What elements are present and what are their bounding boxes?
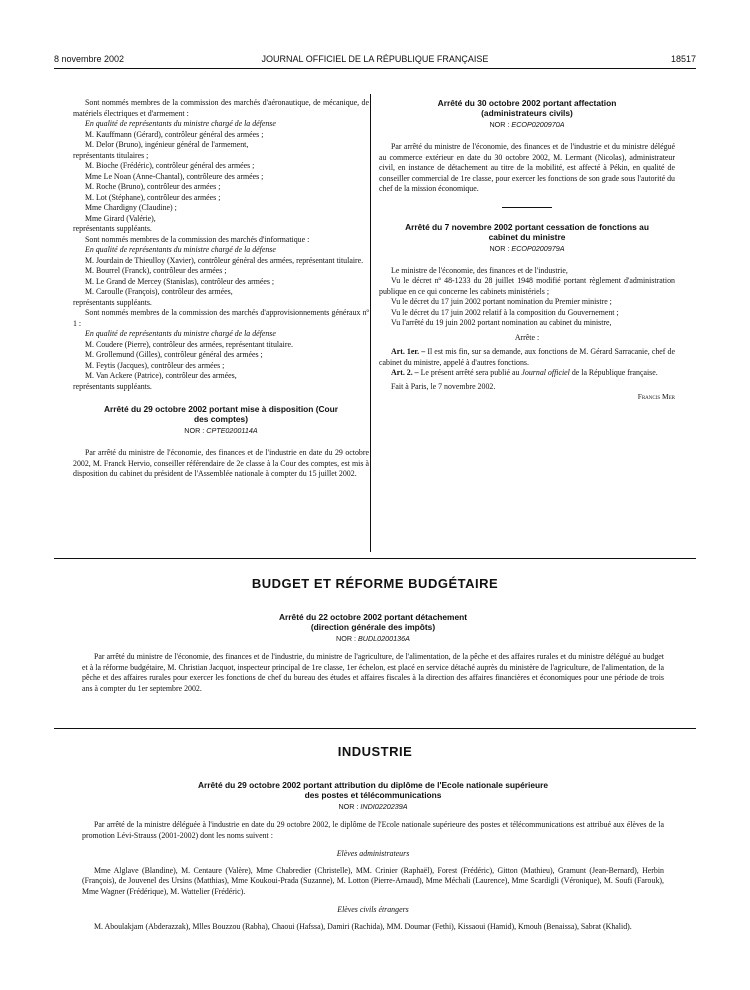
right-column — [379, 98, 675, 403]
name-entry: M. Kauffmann (Gérard), contrôleur général des armées ; — [85, 129, 264, 139]
name-entry: représentants suppléants. — [73, 297, 152, 307]
industrie-arrete-title-line2: des postes et télécommunications — [304, 790, 442, 800]
list-administrateurs: Mme Alglave (Blandine), M. Centaure (Valère), Mme Chabredier (Christelle), MM. Crinier (Raphaël), Forest (Frédéric), Gitton (Mathieu), Gramunt (Jean-Bernard), Herbin (François), de Jouvenel des Ursins (Matthias), Mme Koukoui-Prada (Suzanne), M. Lotton (Pierre-Arnaud), Mme Méchali (Laurence), Mme Scardigli (Véronique), M. Soufi (Farouk), Mme Wagner (Frédérique), M. Wattelier (Frédéric). — [82, 865, 664, 896]
name-entry: M. Van Ackere (Patrice), contrôleur des armées, — [85, 371, 237, 380]
qualite-line-1: En qualité de représentants du ministre chargé de la défense — [85, 119, 276, 128]
nor-line — [82, 634, 664, 644]
name-entry: M. Lot (Stéphane), contrôleur des armées ; — [85, 192, 221, 202]
header-page-number: 18517 — [670, 54, 696, 64]
names-list-2 — [73, 256, 369, 309]
nor-label: NOR : — [489, 243, 510, 253]
nor-code: INDI0220239A — [360, 802, 408, 811]
signature: Francis Mer — [637, 392, 675, 401]
names-list-1 — [73, 130, 369, 235]
arrete-title-affectation: Arrêté du 30 octobre 2002 portant affectation (administrateurs civils) — [437, 98, 617, 118]
article-2-label: Art. 2. – — [391, 368, 419, 377]
header-rule — [54, 68, 696, 69]
name-entry: M. Feytis (Jacques), contrôleur des armées ; — [85, 360, 225, 370]
subheading-etrangers: Elèves civils étrangers — [337, 905, 409, 914]
article-2 — [379, 368, 675, 379]
visa-paragraphs — [379, 266, 675, 329]
name-entry: M. Delor (Bruno), ingénieur général de l'armement, — [85, 140, 249, 149]
nor-code: ECOP0200970A — [511, 120, 565, 129]
arrete-body-affectation: Par arrêté du ministre de l'économie, des finances et de l'industrie et du ministre délégué au commerce extérieur en date du 30 octobre 2002, M. Lermant (Nicolas), administrateur civil, en instance de détachement au titre de la mobilité, est affecté à Pékin, en qualité de conseiller commercial de 1re classe, pour exercer les fonctions de son grade sous l'autorité du chef de la mission économique. — [379, 142, 675, 193]
name-entry: M. Bourrel (Franck), contrôleur des armées ; — [85, 266, 227, 275]
visa-paragraph: Vu le décret nº 48-1233 du 28 juillet 1948 modifié portant règlement d'administration publique en ce qui concerne les cabinets ministériels ; — [379, 276, 675, 296]
name-entry: Mme Chardigny (Claudine) ; — [85, 203, 177, 212]
names-list-3 — [73, 340, 369, 393]
article-1-text: Il est mis fin, sur sa demande, aux fonctions de M. Gérard Sarracanie, chef de cabinet du ministre, appelé à d'autres fonctions. — [379, 347, 675, 367]
arrete-word: Arrête : — [514, 332, 540, 342]
nor-label: NOR : — [338, 802, 359, 811]
intro-approvisionnements: Sont nommés membres de la commission des marchés d'approvisionnements généraux nº 1 : — [73, 308, 369, 328]
name-entry: M. Le Grand de Mercey (Stanislas), contrôleur des armées ; — [85, 276, 275, 286]
section-title-budget: BUDGET ET RÉFORME BUDGÉTAIRE — [251, 576, 499, 591]
visa-paragraph: Vu l'arrêté du 19 juin 2002 portant nomination au cabinet du ministre, — [391, 318, 612, 327]
name-entry: Mme Le Noan (Anne-Chantal), contrôleure des armées ; — [85, 171, 264, 181]
visa-paragraph: Vu le décret du 17 juin 2002 relatif à la composition du Gouvernement ; — [391, 307, 619, 317]
section-rule-budget — [54, 558, 696, 559]
list-etrangers: M. Aboulakjam (Abderazzak), Mlles Bouzzou (Rabha), Chaoui (Hafssa), Damiri (Rachida), MM. Doumar (Fethi), Kissaoui (Hamid), Kmouh (Benaissa), Sabrat (Khalid). — [94, 921, 632, 931]
visa-paragraph: Vu le décret du 17 juin 2002 portant nomination du Premier ministre ; — [391, 297, 612, 306]
qualite-line-3: En qualité de représentants du ministre chargé de la défense — [85, 329, 276, 338]
budget-arrete-title-line2: (direction générale des impôts) — [310, 622, 436, 632]
section-rule-industrie — [54, 728, 696, 729]
qualite-line-2: En qualité de représentants du ministre chargé de la défense — [85, 245, 276, 254]
budget-arrete-title-line1: Arrêté du 22 octobre 2002 portant détachement — [278, 612, 468, 622]
nor-line — [73, 426, 369, 436]
article-1 — [379, 347, 675, 368]
intro-informatique: Sont nommés membres de la commission des marchés d'informatique : — [85, 234, 310, 244]
nor-line — [379, 244, 675, 254]
header-journal-title: JOURNAL OFFICIEL DE LA RÉPUBLIQUE FRANÇAISE — [261, 54, 489, 64]
nor-label: NOR : — [336, 634, 356, 643]
nor-line — [82, 802, 664, 812]
name-entry: M. Jourdain de Thieulloy (Xavier), contrôleur général des armées, représentant titulaire. — [85, 255, 364, 265]
industrie-arrete-title-line1: Arrêté du 29 octobre 2002 portant attribution du diplôme de l'Ecole nationale supérieure — [197, 780, 549, 790]
arrete-title-cessation: Arrêté du 7 novembre 2002 portant cessation de fonctions au cabinet du ministre — [405, 221, 649, 242]
fait-a-paris: Fait à Paris, le 7 novembre 2002. — [391, 381, 496, 391]
separator — [502, 207, 552, 208]
nor-label: NOR : — [184, 426, 205, 435]
nor-code: CPTE0200114A — [206, 426, 258, 435]
section-title-industrie: INDUSTRIE — [337, 744, 413, 759]
nor-label: NOR : — [489, 120, 510, 129]
nor-code: ECOP0200979A — [511, 243, 565, 253]
name-entry: M. Bioche (Frédéric), contrôleur général des armées ; — [85, 161, 255, 170]
nor-code: BUDL0200136A — [358, 634, 410, 643]
column-divider — [370, 94, 371, 552]
intro-aeronautique: Sont nommés membres de la commission des marchés d'aéronautique, de mécanique, de matériels électriques et d'armement : — [73, 98, 369, 118]
visa-paragraph: Le ministre de l'économie, des finances et de l'industrie, — [391, 265, 568, 275]
arrete-body-cour-des-comptes: Par arrêté du ministre de l'économie, des finances et de l'industrie en date du 29 octobre 2002, M. Franck Hervio, conseiller référendaire de 2e classe à la Cour des comptes, est mis à disposition du cabinet du président de l'Assemblée nationale à compter du 15 juillet 2002. — [73, 448, 369, 478]
industrie-block — [82, 780, 664, 932]
arrete-title-cour-des-comptes: Arrêté du 29 octobre 2002 portant mise à disposition (Cour des comptes) — [103, 404, 339, 424]
name-entry: M. Roche (Bruno), contrôleur des armées ; — [85, 182, 221, 191]
header-date: 8 novembre 2002 — [54, 54, 125, 64]
budget-body: Par arrêté du ministre de l'économie, des finances et de l'industrie, du ministre de l'agriculture, de l'alimentation, de la pêche et des affaires rurales et du ministre délégué au budget et à la réforme budgétaire, M. Christian Jacquot, inspecteur principal de 1re classe, 1er échelon, est placé en service détaché auprès du ministère de l'agriculture, de l'alimentation, de la pêche et des affaires rurales pour exercer les fonctions de chef du bureau des études et affaires fiscales à la direction des affaires financières et économiques pour une période de trois ans à compter du 1er septembre 2002. — [82, 652, 664, 693]
subheading-administrateurs: Elèves administrateurs — [336, 849, 410, 858]
nor-line — [379, 120, 675, 130]
name-entry: représentants suppléants. — [73, 381, 152, 391]
left-column — [73, 98, 369, 480]
name-entry: Mme Girard (Valérie), — [85, 213, 156, 223]
page-header — [54, 54, 696, 68]
article-2-journal: Journal officiel — [521, 368, 570, 377]
article-2-text-b: de la République française. — [571, 368, 658, 377]
article-2-text-a: Le présent arrêté sera publié au — [420, 368, 520, 377]
budget-block — [82, 612, 664, 694]
industrie-body: Par arrêté de la ministre déléguée à l'industrie en date du 29 octobre 2002, le diplôme de l'Ecole nationale supérieure des postes et télécommunications est attribué aux élèves de la promotion Lévi-Strauss (2001-2002) dont les noms suivent : — [82, 820, 664, 840]
name-entry: représentants titulaires ; — [73, 150, 149, 160]
name-entry: M. Coudere (Pierre), contrôleur des armées, représentant titulaire. — [85, 339, 293, 349]
name-entry: M. Caroulle (François), contrôleur des armées, — [85, 287, 233, 296]
article-1-label: Art. 1er. – — [391, 347, 426, 356]
name-entry: représentants suppléants. — [73, 224, 152, 233]
name-entry: M. Grollemund (Gilles), contrôleur général des armées ; — [85, 350, 263, 359]
